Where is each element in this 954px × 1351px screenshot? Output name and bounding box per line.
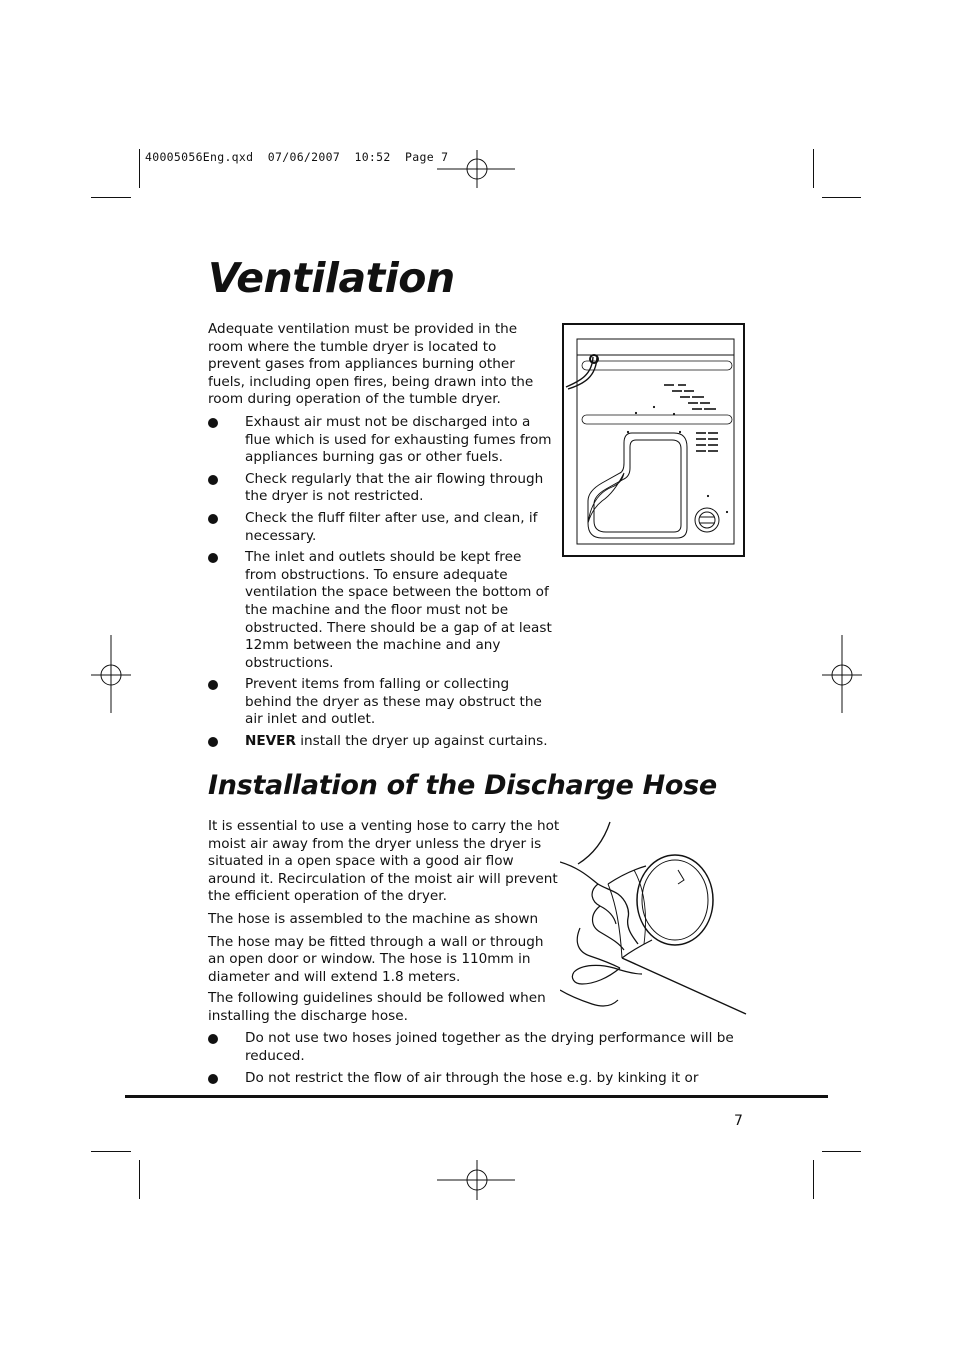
- discharge-paragraph: The following guidelines should be followed when installing the discharge hose.: [208, 990, 546, 1024]
- hose-fitting-illustration: [560, 818, 748, 1016]
- crop-mark: [813, 1160, 814, 1199]
- bullet-icon: [208, 514, 218, 524]
- registration-mark-icon: [822, 635, 862, 715]
- list-item: Check regularly that the air flowing through the dryer is not restricted.: [208, 471, 553, 506]
- list-item: Prevent items from falling or collecting behind the dryer as these may obstruct the air inlet and outlet.: [208, 676, 553, 729]
- list-item: The inlet and outlets should be kept free from obstructions. To ensure adequate ventilation the space between the bottom of the machine and the floor must not be obstructed. There should be a gap of at least 12mm between the machine and any obstructions.: [208, 549, 553, 672]
- registration-mark-icon: [437, 1160, 517, 1200]
- discharge-hose-section: [208, 818, 564, 1030]
- list-item: NEVER install the dryer up against curtains.: [208, 733, 553, 751]
- bullet-icon: [208, 475, 218, 485]
- crop-mark: [91, 1151, 131, 1152]
- crop-mark: [139, 149, 140, 188]
- bullet-icon: [208, 1074, 218, 1084]
- bullet-icon: [208, 418, 218, 428]
- ventilation-bullet-list: [208, 414, 553, 751]
- list-item: Do not use two hoses joined together as the drying performance will be reduced.: [208, 1030, 743, 1065]
- registration-mark-icon: [91, 635, 131, 715]
- ventilation-section: [208, 321, 553, 751]
- discharge-paragraph: It is essential to use a venting hose to carry the hot moist air away from the dryer unless the dryer is situated in a open space with a good air flow around it. Recirculation of the moist air will prevent the efficient operation of the dryer.: [208, 818, 560, 905]
- discharge-paragraph: The hose may be fitted through a wall or through an open door or window. The hose is 110mm in diameter and will extend 1.8 meters.: [208, 933, 544, 985]
- section-title-discharge-hose: Installation of the Discharge Hose: [208, 770, 717, 801]
- discharge-paragraph: The hose is assembled to the machine as shown: [208, 910, 539, 927]
- crop-mark: [822, 197, 861, 198]
- tumble-dryer-illustration: [562, 323, 746, 558]
- page-number: 7: [734, 1113, 743, 1129]
- discharge-bullet-section: [208, 1030, 743, 1088]
- bullet-icon: [208, 1034, 218, 1044]
- page-title: Ventilation: [208, 254, 455, 302]
- crop-mark: [91, 197, 131, 198]
- bullet-icon: [208, 553, 218, 563]
- list-item: Exhaust air must not be discharged into a flue which is used for exhausting fumes from appliances burning gas or other fuels.: [208, 414, 553, 467]
- discharge-bullet-list: [208, 1030, 743, 1088]
- list-item: Do not restrict the flow of air through the hose e.g. by kinking it or: [208, 1070, 743, 1088]
- crop-mark: [813, 149, 814, 188]
- crop-mark: [139, 1160, 140, 1199]
- registration-mark-icon: [437, 150, 517, 190]
- ventilation-intro: Adequate ventilation must be provided in the room where the tumble dryer is located to prevent gases from appliances burning other fuels, including open fires, being drawn into the room during operation of the tumble dryer.: [208, 321, 534, 408]
- print-slug: 40005056Eng.qxd 07/06/2007 10:52 Page 7: [145, 150, 449, 164]
- list-item: Check the fluff filter after use, and clean, if necessary.: [208, 510, 553, 545]
- bullet-icon: [208, 737, 218, 747]
- footer-rule: [125, 1095, 828, 1098]
- crop-mark: [822, 1151, 861, 1152]
- bullet-icon: [208, 680, 218, 690]
